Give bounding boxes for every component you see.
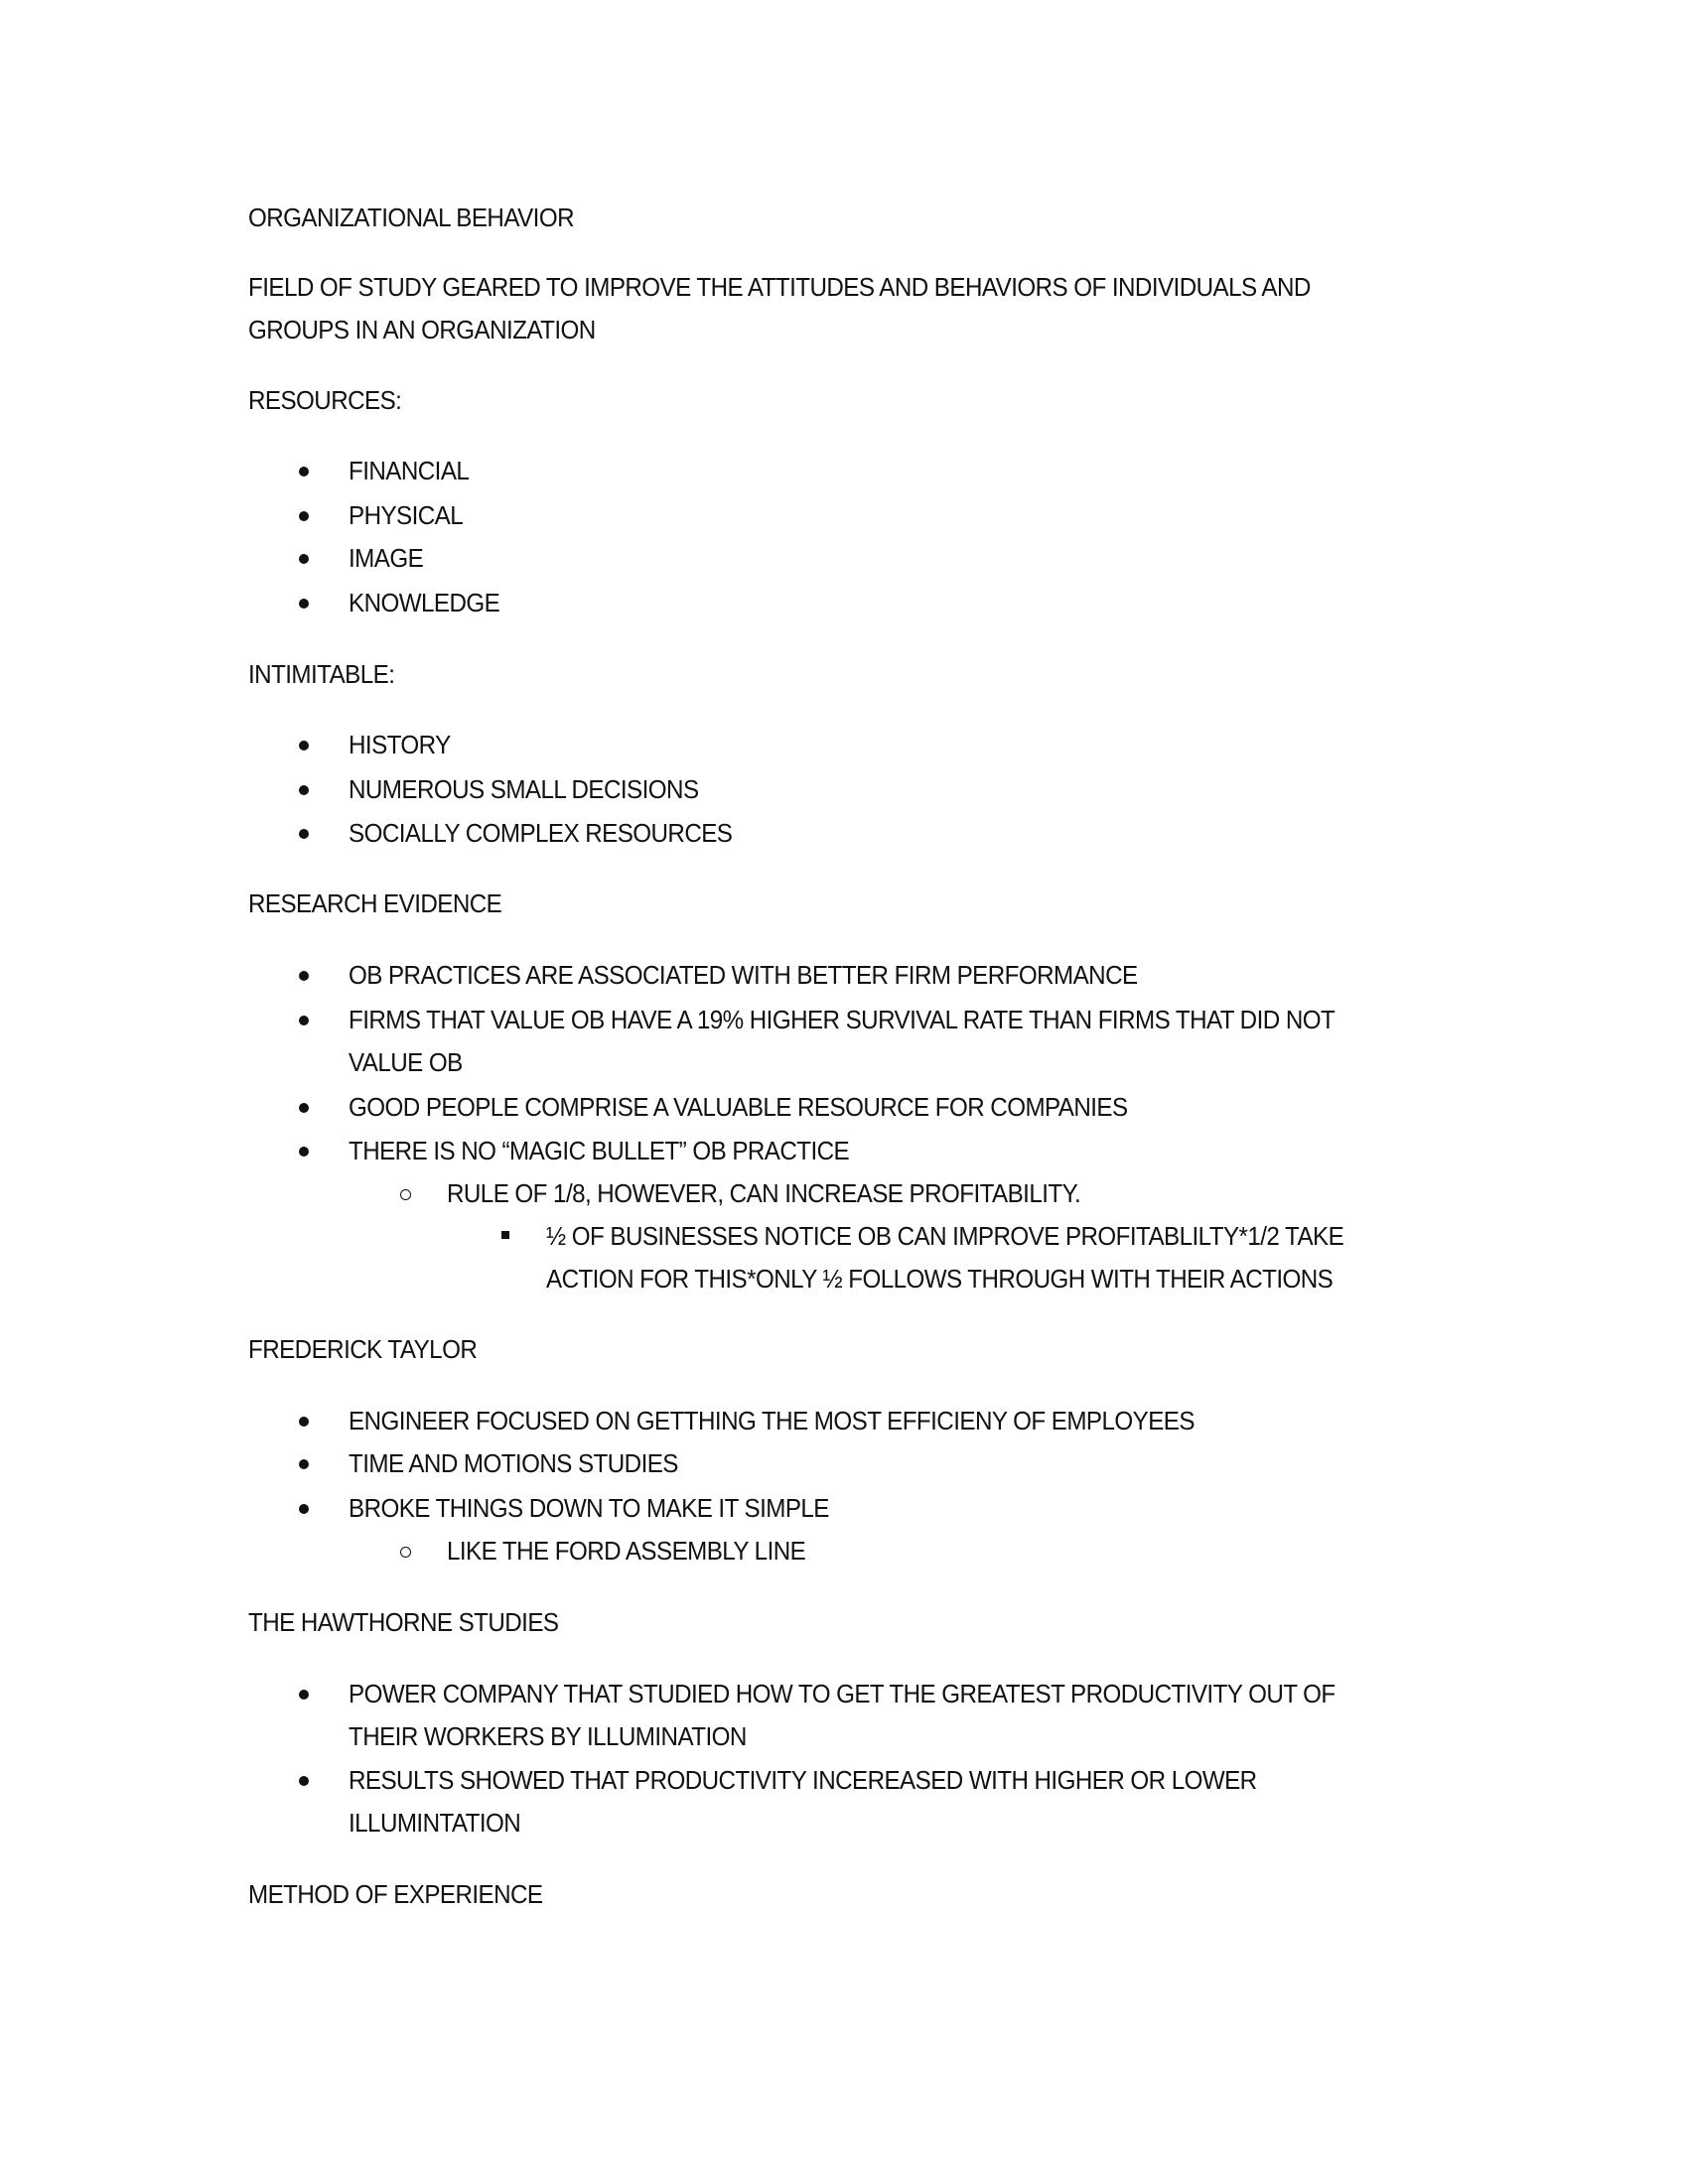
bullet-icon [299, 511, 309, 521]
hawthorne-heading: THE HAWTHORNE STUDIES [248, 1607, 559, 1637]
bullet-icon [299, 554, 309, 564]
bullet-icon [299, 829, 309, 839]
bullet-icon [299, 1016, 309, 1025]
list-item: RESULTS SHOWED THAT PRODUCTIVITY INCEREASED WITH HIGHER OR LOWER [349, 1765, 1257, 1795]
circle-bullet-icon [400, 1189, 411, 1200]
list-item: BROKE THINGS DOWN TO MAKE IT SIMPLE [349, 1493, 829, 1523]
bullet-icon [299, 467, 309, 477]
list-item: TIME AND MOTIONS STUDIES [349, 1448, 678, 1478]
intimitable-heading: INTIMITABLE: [248, 659, 395, 689]
list-item: PHYSICAL [349, 500, 464, 530]
bullet-icon [299, 1417, 309, 1427]
circle-bullet-icon [400, 1547, 411, 1558]
list-item: GOOD PEOPLE COMPRISE A VALUABLE RESOURCE FOR COMPANIES [349, 1092, 1128, 1122]
bullet-icon [299, 1459, 309, 1469]
method-heading: METHOD OF EXPERIENCE [248, 1879, 543, 1909]
sub-sub-list-item-continuation: ACTION FOR THIS*ONLY ½ FOLLOWS THROUGH WITH THEIR ACTIONS [546, 1264, 1334, 1294]
research-evidence-heading: RESEARCH EVIDENCE [248, 888, 502, 918]
list-item: ENGINEER FOCUSED ON GETTHING THE MOST EFFICIENY OF EMPLOYEES [349, 1406, 1195, 1435]
bullet-icon [299, 1776, 309, 1786]
definition-line-1: FIELD OF STUDY GEARED TO IMPROVE THE ATTITUDES AND BEHAVIORS OF INDIVIDUALS AND [248, 272, 1311, 302]
list-item: THERE IS NO “MAGIC BULLET” OB PRACTICE [349, 1136, 850, 1165]
bullet-icon [299, 1504, 309, 1514]
sub-list-item: RULE OF 1/8, HOWEVER, CAN INCREASE PROFITABILITY. [447, 1178, 1081, 1208]
list-item: FIRMS THAT VALUE OB HAVE A 19% HIGHER SURVIVAL RATE THAN FIRMS THAT DID NOT [349, 1005, 1336, 1034]
sub-list-item: LIKE THE FORD ASSEMBLY LINE [447, 1536, 806, 1566]
bullet-icon [299, 785, 309, 795]
list-item: POWER COMPANY THAT STUDIED HOW TO GET THE GREATEST PRODUCTIVITY OUT OF [349, 1679, 1336, 1708]
resources-heading: RESOURCES: [248, 385, 402, 415]
list-item: FINANCIAL [349, 456, 470, 485]
bullet-icon [299, 971, 309, 981]
page-title: ORGANIZATIONAL BEHAVIOR [248, 203, 574, 232]
list-item: HISTORY [349, 730, 451, 759]
list-item-continuation: VALUE OB [349, 1047, 463, 1077]
sub-sub-list-item: ½ OF BUSINESSES NOTICE OB CAN IMPROVE PROFITABLILTY*1/2 TAKE [546, 1221, 1344, 1251]
list-item-continuation: THEIR WORKERS BY ILLUMINATION [349, 1721, 747, 1751]
list-item: SOCIALLY COMPLEX RESOURCES [349, 818, 733, 848]
definition-line-2: GROUPS IN AN ORGANIZATION [248, 315, 596, 344]
bullet-icon [299, 741, 309, 751]
bullet-icon [299, 1147, 309, 1157]
list-item: KNOWLEDGE [349, 588, 500, 617]
frederick-taylor-heading: FREDERICK TAYLOR [248, 1334, 478, 1364]
square-bullet-icon [501, 1231, 509, 1239]
bullet-icon [299, 1103, 309, 1113]
bullet-icon [299, 599, 309, 609]
list-item-continuation: ILLUMINTATION [349, 1808, 521, 1838]
bullet-icon [299, 1690, 309, 1700]
list-item: NUMEROUS SMALL DECISIONS [349, 774, 699, 804]
list-item: OB PRACTICES ARE ASSOCIATED WITH BETTER FIRM PERFORMANCE [349, 960, 1138, 990]
list-item: IMAGE [349, 543, 424, 573]
